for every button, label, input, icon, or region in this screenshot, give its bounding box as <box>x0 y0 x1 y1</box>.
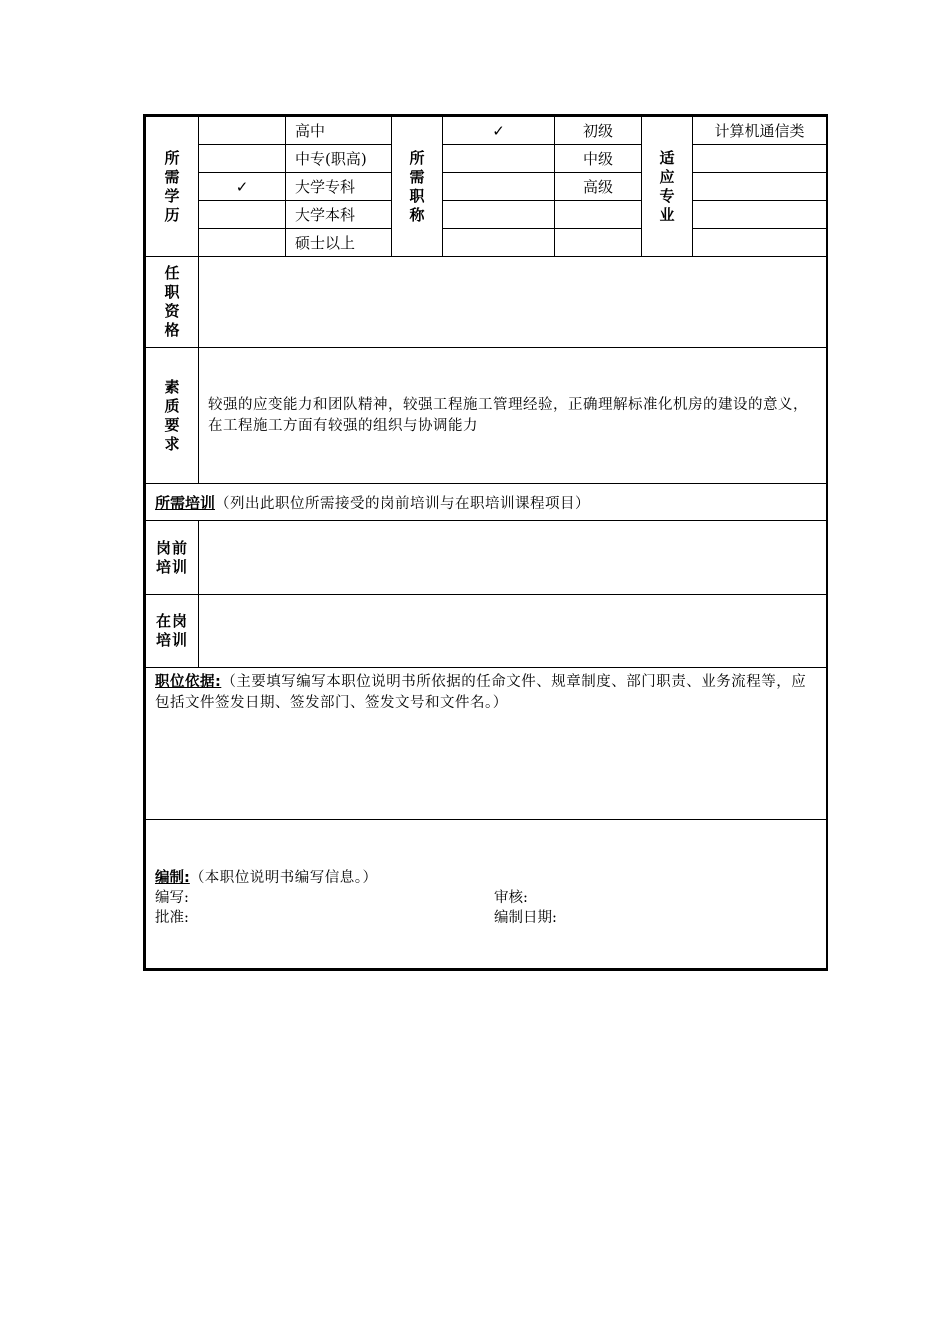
quality-label-text <box>146 378 198 454</box>
title-option <box>555 201 642 229</box>
basis-note: （主要填写编写本职位说明书所依据的任命文件、规章制度、部门职责、业务流程等，应包括文件签发日期、签发部门、签发文号和文件名。） <box>155 674 807 711</box>
quality-content[interactable]: 较强的应变能力和团队精神，较强工程施工管理经验，正确理解标准化机房的建设的意义，在工程施工方面有较强的组织与协调能力 <box>199 348 827 484</box>
pre-training-row <box>146 521 827 595</box>
education-option: 大学本科 <box>286 201 392 229</box>
education-row-4 <box>146 201 827 229</box>
vertical-char: 适 <box>659 148 675 167</box>
education-option: 大学专科 <box>286 173 392 201</box>
vertical-char: 求 <box>164 434 180 453</box>
compile-note: （本职位说明书编写信息。） <box>189 870 378 886</box>
title-label-text <box>392 149 442 225</box>
major-value <box>693 201 827 229</box>
training-heading: 所需培训 <box>155 493 216 512</box>
title-option: 高级 <box>555 173 642 201</box>
compile-row <box>146 820 827 969</box>
vertical-char: 质 <box>164 396 180 415</box>
title-label <box>392 117 443 257</box>
vertical-char: 任 <box>164 264 180 282</box>
education-row-3 <box>146 173 827 201</box>
qualification-row <box>146 257 827 348</box>
quality-label <box>146 348 199 484</box>
vertical-char: 应 <box>659 167 675 186</box>
onjob-training-content[interactable] <box>199 595 827 668</box>
vertical-char: 学 <box>164 186 180 205</box>
compile-heading-line <box>155 866 378 887</box>
qualification-label <box>146 257 199 348</box>
basis-heading: 职位依据: <box>155 674 222 690</box>
vertical-char: 素 <box>164 377 180 396</box>
qualification-content[interactable] <box>199 257 827 348</box>
education-check-cell[interactable] <box>199 145 286 173</box>
quality-row <box>146 348 827 484</box>
date-field[interactable]: 编制日期: <box>494 910 557 926</box>
compile-heading: 编制: <box>155 870 190 886</box>
title-option: 中级 <box>555 145 642 173</box>
vertical-char: 称 <box>409 205 425 224</box>
major-value <box>693 229 827 257</box>
vertical-char: 格 <box>164 321 180 339</box>
major-value <box>693 173 827 201</box>
education-check-cell[interactable] <box>199 117 286 145</box>
basis-row <box>146 668 827 820</box>
education-label <box>146 117 199 257</box>
title-check-cell[interactable]: ✓ <box>443 117 555 145</box>
qualification-label-text <box>146 264 198 340</box>
vertical-char: 专 <box>659 186 675 205</box>
reviewer-field[interactable]: 审核: <box>494 890 528 906</box>
writer-field[interactable]: 编写: <box>155 890 189 906</box>
education-option: 中专(职高) <box>286 145 392 173</box>
onjob-training-row <box>146 595 827 668</box>
title-check-cell[interactable] <box>443 229 555 257</box>
basis-cell[interactable] <box>146 668 827 820</box>
title-check-cell[interactable] <box>443 201 555 229</box>
education-check-cell[interactable] <box>199 229 286 257</box>
education-label-text <box>146 149 198 225</box>
training-heading-cell <box>146 484 827 521</box>
vertical-char: 所 <box>164 148 180 167</box>
education-option: 硕士以上 <box>286 229 392 257</box>
title-check-cell[interactable] <box>443 145 555 173</box>
training-heading-row <box>146 484 827 521</box>
education-option: 高中 <box>286 117 392 145</box>
education-check-cell[interactable] <box>199 201 286 229</box>
education-row-2 <box>146 145 827 173</box>
compile-block <box>146 820 826 968</box>
major-label <box>642 117 693 257</box>
vertical-char: 历 <box>164 205 180 224</box>
approver-field[interactable]: 批准: <box>155 910 189 926</box>
education-row-5 <box>146 229 827 257</box>
vertical-char: 职 <box>164 283 180 301</box>
vertical-char: 资 <box>164 302 180 320</box>
vertical-char: 需 <box>409 167 425 186</box>
vertical-char: 所 <box>409 148 425 167</box>
vertical-char: 要 <box>164 415 180 434</box>
form-table <box>145 116 827 969</box>
major-value <box>693 145 827 173</box>
vertical-char: 需 <box>164 167 180 186</box>
onjob-training-label: 在岗培训 <box>146 595 199 668</box>
training-note: （列出此职位所需接受的岗前培训与在职培训课程项目） <box>215 495 591 512</box>
education-check-cell[interactable]: ✓ <box>199 173 286 201</box>
title-option <box>555 229 642 257</box>
vertical-char: 业 <box>659 205 675 224</box>
education-row-1 <box>146 117 827 145</box>
title-check-cell[interactable] <box>443 173 555 201</box>
major-value: 计算机通信类 <box>693 117 827 145</box>
job-description-form <box>143 114 828 971</box>
vertical-char: 职 <box>409 186 425 205</box>
pre-training-label: 岗前培训 <box>146 521 199 595</box>
major-label-text <box>642 149 692 225</box>
pre-training-content[interactable] <box>199 521 827 595</box>
compile-cell <box>146 820 827 969</box>
title-option: 初级 <box>555 117 642 145</box>
